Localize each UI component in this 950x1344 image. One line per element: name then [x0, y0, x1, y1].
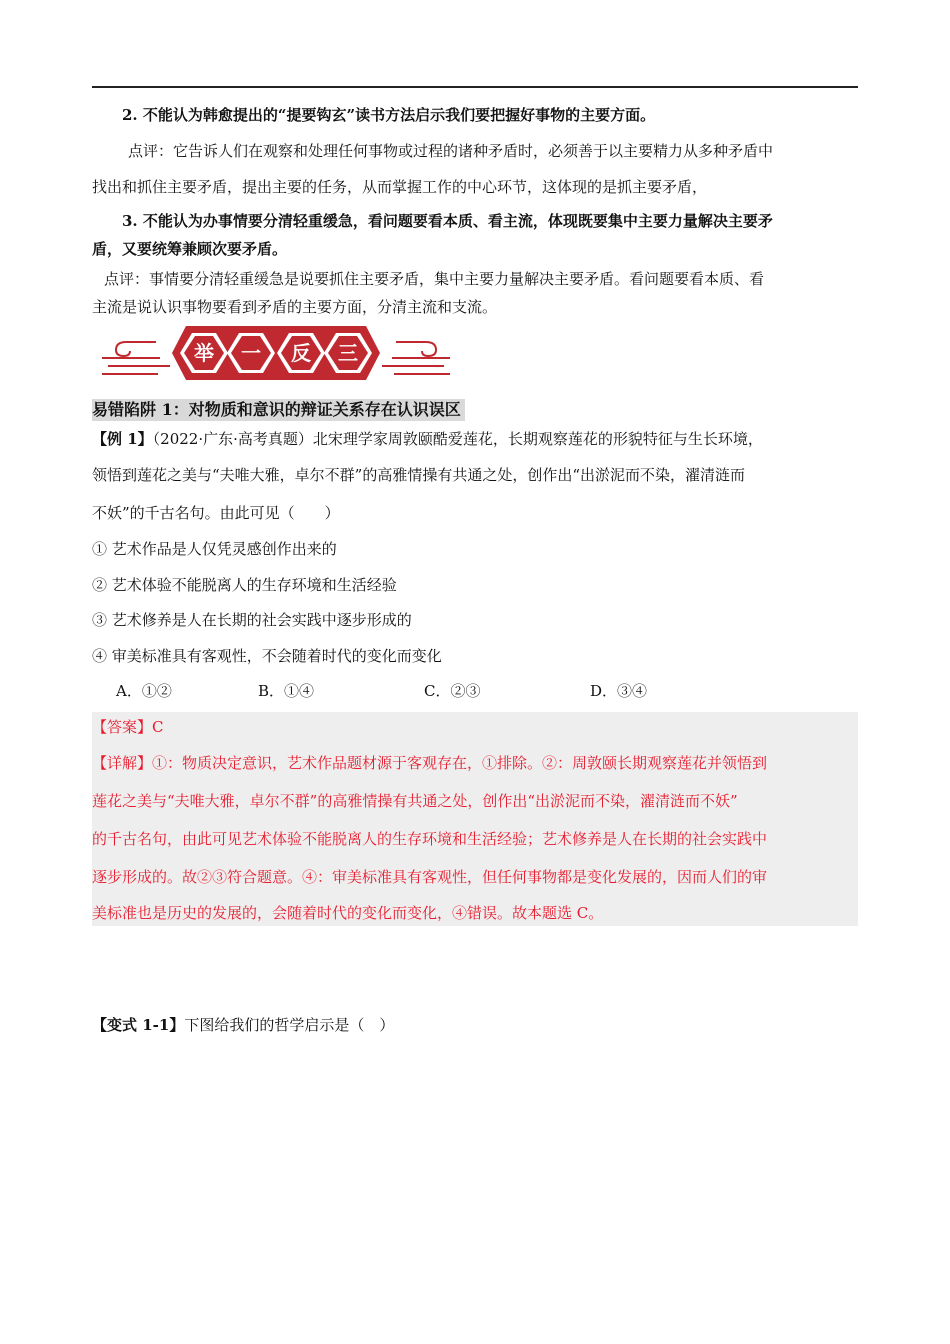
- right-cloud-ornament: [382, 342, 450, 374]
- top-rule: [92, 86, 858, 88]
- rule-item-3-line-1: 3. 不能认为办事情要分清轻重缓急，看问题要看本质、看主流，体现既要集中主要力量解决主要矛: [122, 212, 773, 230]
- left-cloud-ornament: [102, 342, 170, 374]
- comment-3-line-2: 主流是说认识事物要看到矛盾的主要方面，分清主流和支流。: [92, 298, 498, 316]
- detail-line-3: 的千古名句，由此可见艺术体验不能脱离人的生存环境和生活经验；艺术修养是人在长期的社会实践中: [92, 830, 768, 848]
- option-b: B．①④: [258, 682, 315, 700]
- comment-2-line-2: 找出和抓住主要矛盾，提出主要的任务，从而掌握工作的中心环节，这体现的是抓主要矛盾，: [92, 178, 708, 196]
- banner-char-1: 举: [194, 341, 214, 365]
- banner-ju-yi-fan-san: [100, 322, 452, 384]
- comment-2-line-1: 点评：它告诉人们在观察和处理任何事物或过程的诸种矛盾时，必须善于以主要精力从多种矛盾中: [128, 142, 774, 160]
- banner-char-4: 三: [338, 341, 358, 365]
- statement-2: ② 艺术体验不能脱离人的生存环境和生活经验: [92, 576, 397, 594]
- banner-char-3: 反: [291, 341, 311, 365]
- detail-text-1: ①：物质决定意识，艺术作品题材源于客观存在，①排除。②：周敦颐长期观察莲花并领悟到: [152, 754, 768, 772]
- rule-item-3-line-2: 盾，又要统筹兼顾次要矛盾。: [92, 240, 288, 258]
- detail-line-5: 美标准也是历史的发展的，会随着时代的变化而变化，④错误。故本题选 C。: [92, 904, 604, 922]
- variant-label: 【变式 1-1】: [92, 1016, 185, 1034]
- detail-line-1: [92, 752, 858, 774]
- banner-char-2: 一: [241, 341, 261, 365]
- detail-label: 【详解】: [92, 754, 153, 772]
- statement-4: ④ 审美标准具有客观性，不会随着时代的变化而变化: [92, 647, 442, 665]
- comment-3-line-1: 点评：事情要分清轻重缓急是说要抓住主要矛盾，集中主要力量解决主要矛盾。看问题要看本质、看: [104, 270, 765, 288]
- statement-1: ① 艺术作品是人仅凭灵感创作出来的: [92, 540, 337, 558]
- detail-line-2: 莲花之美与“夫唯大雅，卓尔不群”的高雅情操有共通之处，创作出“出淤泥而不染，濯清涟而不妖”: [92, 792, 738, 810]
- example-label: 【例 1】: [92, 430, 153, 448]
- variant-text: 下图给我们的哲学启示是（ ）: [184, 1016, 395, 1034]
- example-line-3: 不妖”的千古名句。由此可见（ ）: [92, 504, 340, 522]
- example-text-1: （2022·广东·高考真题）北宋理学家周敦颐酷爱莲花，长期观察莲花的形貌特征与生长环境，: [152, 430, 763, 448]
- variant-line: [92, 1014, 858, 1036]
- example-line-2: 领悟到莲花之美与“夫唯大雅，卓尔不群”的高雅情操有共通之处，创作出“出淤泥而不染，濯清涟而: [92, 466, 746, 484]
- option-c: C．②③: [424, 682, 481, 700]
- answer-label: 【答案】C: [92, 718, 164, 736]
- answer-box: [92, 712, 858, 926]
- statement-3: ③ 艺术修养是人在长期的社会实践中逐步形成的: [92, 611, 412, 629]
- option-d: D．③④: [590, 682, 648, 700]
- rule-item-2: 2. 不能认为韩愈提出的“提要钩玄”读书方法启示我们要把握好事物的主要方面。: [122, 106, 656, 124]
- option-a: A．①②: [116, 682, 172, 700]
- trap-title: 易错陷阱 1：对物质和意识的辩证关系存在认识误区: [92, 399, 465, 421]
- detail-line-4: 逐步形成的。故②③符合题意。④：审美标准具有客观性，但任何事物都是变化发展的，因而人们的审: [92, 868, 768, 886]
- example-line-1: [92, 428, 858, 450]
